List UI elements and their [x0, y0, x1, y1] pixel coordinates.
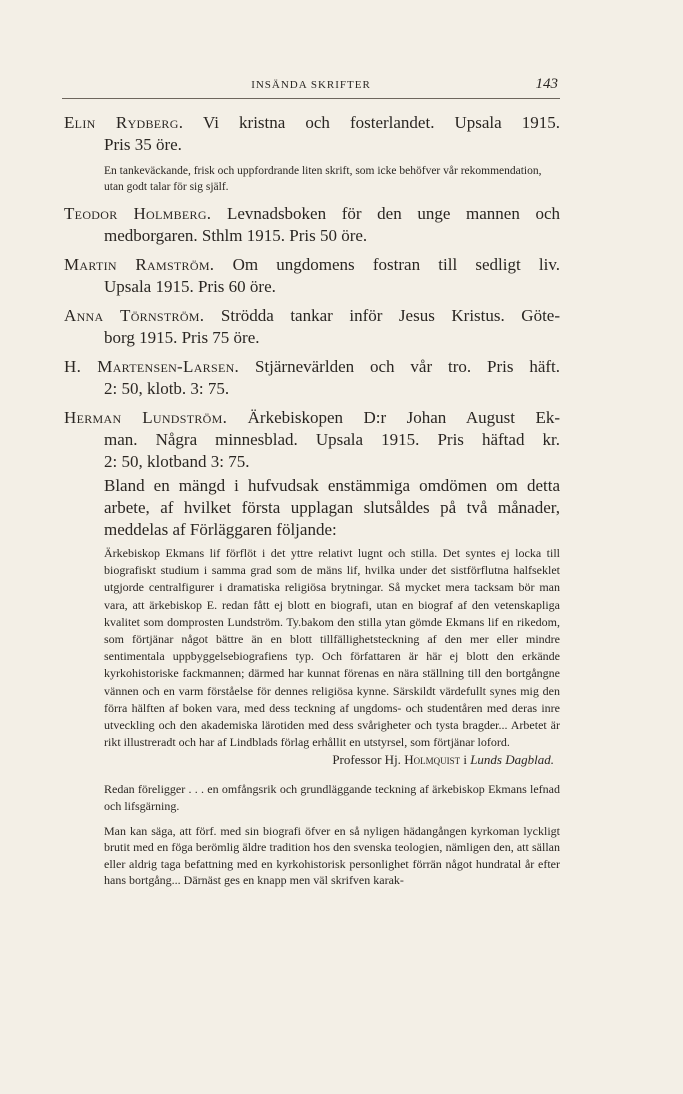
- author-name: Elin Rydberg.: [64, 113, 184, 132]
- entry-title: Vi kristna och fosterlandet. Upsala 1915.: [203, 113, 561, 132]
- list-item: [64, 407, 560, 473]
- list-item: [64, 305, 560, 349]
- entry-details: medborgaren. Sthlm 1915. Pris 50 öre.: [104, 226, 368, 245]
- entry-line: [64, 356, 560, 378]
- list-item: [64, 203, 560, 247]
- author-name: Martin Ramström.: [64, 255, 215, 274]
- entry-note: En tankeväckande, frisk och uppfordrande liten skrift, som icke behöfver vår rekommendation, utan godt talar för sig själf.: [104, 165, 542, 193]
- list-item: [64, 112, 560, 156]
- entry-details: 2: 50, klotb. 3: 75.: [104, 379, 230, 398]
- entry-details: Pris 35 öre.: [104, 135, 182, 154]
- entry-line: [64, 254, 560, 276]
- quote-attribution: [104, 751, 560, 769]
- entry-details: Upsala 1915. Pris 60 öre.: [104, 277, 276, 296]
- entry-line: [64, 305, 560, 327]
- author-name: Herman Lundström.: [64, 408, 228, 427]
- attribution-title: Professor Hj.: [332, 752, 401, 768]
- entry-price: 2: 50, klotband 3: 75.: [104, 452, 250, 471]
- running-title: INSÄNDA SKRIFTER: [251, 79, 371, 91]
- review-paragraph: Man kan säga, att förf. med sin biografi öfver en så nyligen hädangången kyrkoman lyckligt brutit med en föga berömlig äldre tradition hos den svenska teologien, nämligen den, att sällan eller aldrig taga befattning med en kyrkohistorisk personlighet förrän något hundratal år efter hans bortgång... Därnäst ges en knapp men väl skrifven karak-: [104, 823, 560, 888]
- entry-line: [64, 203, 560, 225]
- running-header: [62, 78, 560, 99]
- list-item: [64, 254, 560, 298]
- entry-details: borg 1915. Pris 75 öre.: [104, 328, 260, 347]
- entry-title: Om ungdomens fostran till sedligt liv.: [232, 255, 561, 274]
- attribution-name: Holmquist: [404, 752, 461, 768]
- entry-title: Levnadsboken för den unge mannen och: [226, 204, 560, 223]
- content: [64, 112, 560, 897]
- author-name: Anna Törnström.: [64, 306, 205, 325]
- intro-paragraph: Bland en mängd i hufvudsak enstämmiga omdömen om detta arbete, af hvilket första upplagan slutsåldes på två månader, meddelas af Förläggaren följande:: [104, 476, 560, 539]
- review-quote: Ärkebiskop Ekmans lif förflöt i det yttre relativt lugnt och stilla. Det syntes ej locka till biografiskt studium i samma grad som de mäns lif, hvilka under det sistförflutna halfseklet utgjorde centralfigurer i dramatiska religiösa brytningar. Så mycket mera tacksam bör man vara, att ärkebiskop E. redan fått ej blott en biografi, utan en biograf af den vetenskapliga kvalitet som domprosten Lundström. Ty.bakom den stilla ytan gömde Ekmans lif en rikedom, som förtjänar något bättre än en blott tillfällighetsteckning af den mer eller mindre sentimentala uppbyggelsebiografiens typ. Och författaren är här ej blott den erkände kyrkohistoriske fackmannen; därmed har kunnat förenas en nära ställning till den bortgångne vännen och en varm förståelse för dennes religiösa kynne. Särskildt värdefullt synes mig den förra hälften af boken vara, med dess teckning af ungdoms- och studentåren med deras inre utveckling och den akademiska lärotiden med dess svårigheter och tysta bragder... Arbetet är rikt illustreradt och har af Lindblads förlag erhållit en utstyrsel, som förtjänar loford.: [104, 546, 560, 750]
- entry-title: Stjärnevärlden och vår tro. Pris häft.: [254, 357, 560, 376]
- author-name: H. Martensen-Larsen.: [64, 357, 240, 376]
- attribution-source: Lunds Dagblad.: [470, 752, 554, 768]
- list-item: [64, 356, 560, 400]
- author-name: Teodor Holmberg.: [64, 204, 212, 223]
- review-paragraph: Redan föreligger . . . en omfångsrik och grundläggande teckning af ärkebiskop Ekmans lefnad och lifsgärning.: [104, 782, 560, 814]
- entry-details: man. Några minnesblad. Upsala 1915. Pris häftad kr.: [104, 430, 560, 449]
- entry-line: [64, 407, 560, 429]
- entry-title: Ärkebiskopen D:r Johan August Ek-: [247, 408, 560, 427]
- entry-line: [64, 112, 560, 134]
- page-number: 143: [535, 76, 558, 92]
- attribution-connector: i: [463, 752, 467, 768]
- entry-title: Strödda tankar inför Jesus Kristus. Göte-: [220, 306, 560, 325]
